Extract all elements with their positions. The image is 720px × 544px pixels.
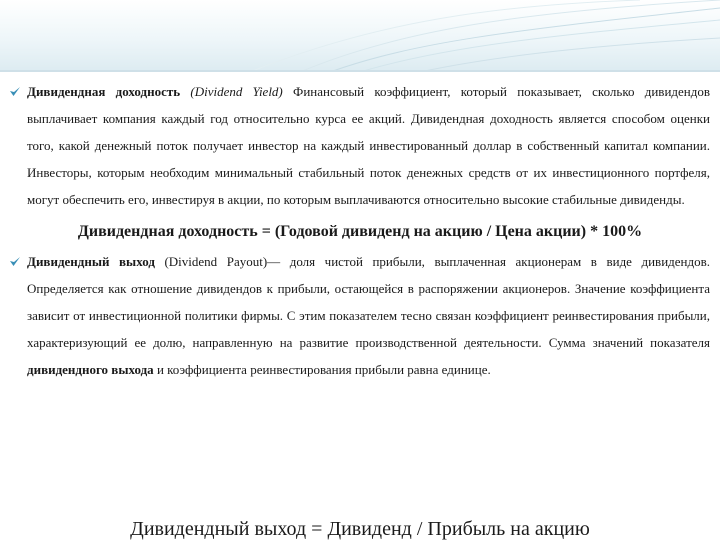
definition-dividend-payout: — доля чистой прибыли, выплаченная акционерам в виде дивидендов. Определяется как отношение дивидендов к прибыли, остающейся в распоряжении акционеров. Значение коэффициента зависит от инвестиционной политики фирмы. С этим показателем тесно связан коэффициент реинвестирования прибыли, характеризующий ее долю, направленную на развитие производственной деятельности. Сумма значений показателя: [27, 254, 711, 350]
term-dividend-payout: Дивидендный выход: [27, 254, 155, 269]
wave-pattern: [0, 0, 720, 72]
definition-dividend-yield: Финансовый коэффициент, который показывает, сколько дивидендов выплачивает компания каждый год относительно курса ее акций. Дивидендная доходность является способом оценки того, какой денежный поток получает инвестор на каждый инвестированный доллар в собственный капитал компании. Инвесторы, которым необходим минимальный стабильный поток денежных средств от их инвестиционного портфеля, могут обеспечить его, инвестируя в акции, по которым выплачиваются относительно высокие стабильные дивиденды.: [27, 84, 711, 207]
formula-dividend-yield: Дивидендная доходность = (Годовой дивиденд на акцию / Цена акции) * 100%: [77, 223, 643, 240]
definition-dividend-payout-end: и коэффициента реинвестирования прибыли равна единице.: [156, 362, 491, 377]
header-decoration: [0, 0, 720, 72]
header-rule: [0, 70, 720, 72]
paragraph-dividend-payout: [0, 248, 720, 383]
term-en-dividend-yield: (Dividend Yield): [190, 84, 283, 99]
slide-content: [0, 78, 720, 540]
paragraph-dividend-yield: [0, 78, 720, 213]
checkmark-bullet-icon: [9, 86, 21, 98]
term-en-dividend-payout: (Dividend Payout): [164, 254, 268, 269]
checkmark-bullet-icon: [9, 256, 21, 268]
term-dividend-yield: Дивидендная доходность: [27, 84, 181, 99]
formula-dividend-payout-text: Дивидендный выход = Дивиденд / Прибыль на акцию: [130, 518, 590, 540]
term-dividend-payout-inline: дивидендного выхода: [27, 362, 154, 377]
